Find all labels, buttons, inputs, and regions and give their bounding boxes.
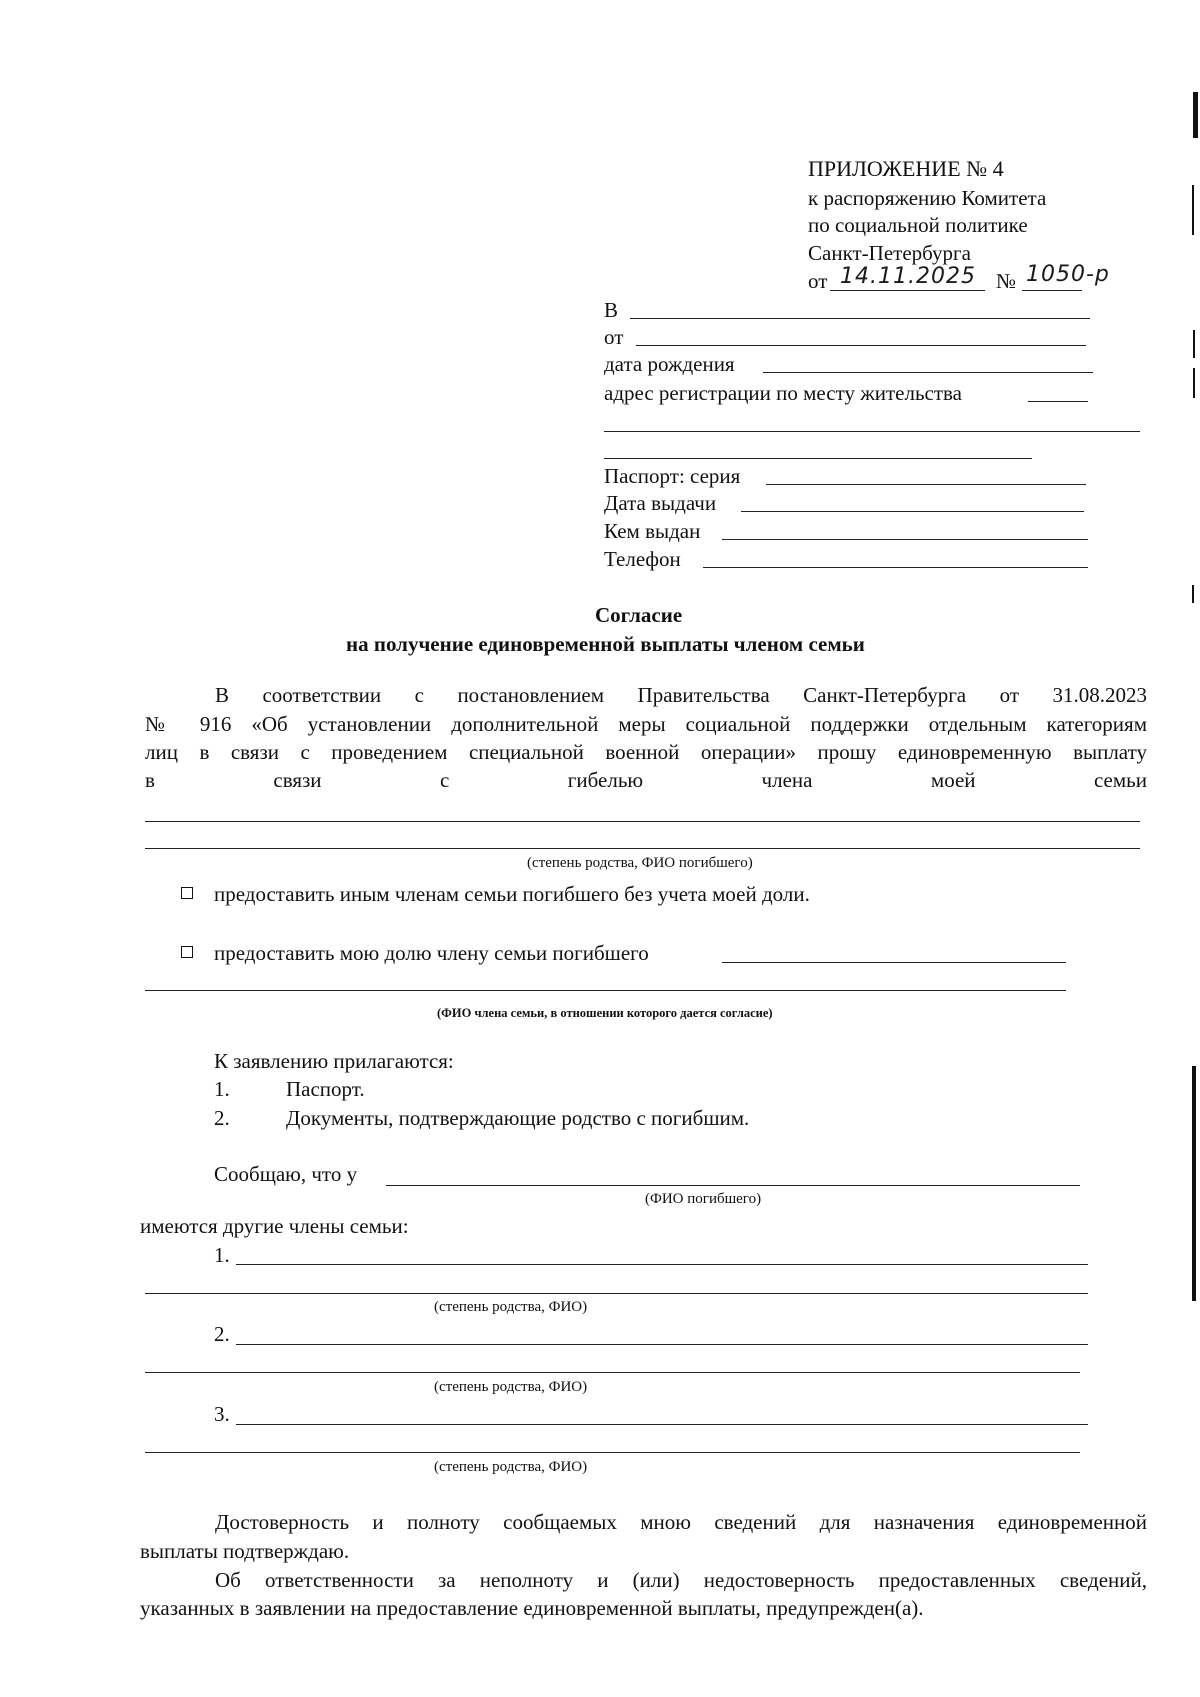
phone-label: Телефон [604, 547, 681, 571]
word: моей [930, 768, 976, 792]
member-2-field-2[interactable] [145, 1372, 1080, 1373]
date-line [830, 290, 985, 291]
address-field[interactable] [1028, 401, 1088, 402]
document-title: Согласие [595, 603, 683, 627]
scan-artifact [1193, 92, 1198, 138]
other-members-label: имеются другие члены семьи: [140, 1214, 409, 1238]
deceased-relation-field[interactable] [145, 821, 1140, 822]
issue-date-field[interactable] [741, 511, 1084, 512]
paragraph-text: Об ответственности за неполноту и (или) недостоверность предоставленных сведений, [215, 1568, 1147, 1592]
warn-line-2: указанных в заявлении на предоставление единовременной выплаты, предупрежден(а). [140, 1596, 924, 1620]
phone-field[interactable] [703, 567, 1088, 568]
attachment-number: 2. [214, 1106, 230, 1130]
issued-by-field[interactable] [722, 539, 1088, 540]
paragraph-line-2 [145, 714, 1147, 735]
attachments-title: К заявлению прилагаются: [214, 1049, 454, 1073]
option-2-label: предоставить мою долю члену семьи погибшего [214, 941, 649, 965]
to-field[interactable] [630, 318, 1090, 319]
member-number: 2. [214, 1322, 230, 1346]
member-caption: (степень родства, ФИО) [434, 1459, 588, 1475]
address-label: адрес регистрации по месту жительства [604, 381, 962, 405]
option-2-checkbox[interactable] [181, 946, 193, 958]
caption-family-member: (ФИО члена семьи, в отношении которого дается согласие) [437, 1006, 773, 1020]
paragraph-line-1 [145, 685, 1147, 706]
member-1-field-2[interactable] [145, 1293, 1088, 1294]
appendix-number: ПРИЛОЖЕНИЕ № 4 [808, 156, 1004, 181]
paragraph-line-4 [145, 770, 1147, 791]
passport-label: Паспорт: серия [604, 464, 741, 488]
word: члена [761, 768, 813, 792]
scan-artifact [1192, 1066, 1196, 1301]
to-label: В [604, 298, 619, 322]
member-caption: (степень родства, ФИО) [434, 1379, 588, 1395]
document-subtitle: на получение единовременной выплаты членом семьи [346, 632, 865, 656]
word: в [145, 768, 155, 792]
from-field[interactable] [636, 345, 1086, 346]
member-3-field[interactable] [236, 1424, 1088, 1425]
family-member-field-2[interactable] [145, 990, 1066, 991]
handwritten-date: 14.11.2025 [840, 264, 976, 289]
member-2-field[interactable] [236, 1344, 1088, 1345]
paragraph-text: лиц в связи с проведением специальной военной операции» прошу единовременную выплату [145, 740, 1147, 764]
option-1-checkbox[interactable] [181, 887, 193, 899]
attachment-text: Документы, подтверждающие родство с погибшим. [286, 1106, 750, 1130]
paragraph-text: В соответствии с постановлением Правительства Санкт-Петербурга от 31.08.2023 [215, 683, 1147, 707]
passport-field[interactable] [766, 484, 1086, 485]
paragraph-text: № 916 «Об установлении дополнительной меры социальной поддержки отдельным категориям [145, 712, 1147, 736]
scan-artifact [1193, 368, 1195, 398]
option-1-label: предоставить иным членам семьи погибшего без учета моей доли. [214, 882, 810, 906]
address-field-2[interactable] [604, 431, 1140, 432]
attachment-text: Паспорт. [286, 1077, 365, 1101]
member-number: 1. [214, 1243, 230, 1267]
word: семьи [1093, 768, 1147, 792]
birth-field[interactable] [763, 372, 1093, 373]
scan-artifact [1192, 185, 1194, 235]
warn-line-1 [145, 1570, 1147, 1591]
handwritten-number: 1050-р [1026, 262, 1110, 287]
scan-artifact [1192, 585, 1194, 603]
issue-date-label: Дата выдачи [604, 491, 717, 515]
attachment-number: 1. [214, 1077, 230, 1101]
inform-label: Сообщаю, что у [214, 1162, 358, 1186]
scan-artifact [1193, 330, 1195, 358]
family-member-field[interactable] [722, 962, 1066, 963]
paragraph-line-3 [145, 742, 1147, 763]
deceased-name-field[interactable] [386, 1185, 1080, 1186]
issued-by-label: Кем выдан [604, 519, 701, 543]
date-prefix: от [808, 269, 828, 293]
paragraph-text: Достоверность и полноту сообщаемых мною сведений для назначения единовременной [215, 1510, 1147, 1534]
member-1-field[interactable] [236, 1264, 1088, 1265]
word: связи [273, 768, 322, 792]
caption-deceased-relation: (степень родства, ФИО погибшего) [527, 855, 753, 871]
from-label: от [604, 325, 624, 349]
appendix-line-4: Санкт-Петербурга [808, 241, 971, 265]
confirm-line-1 [145, 1512, 1147, 1533]
member-caption: (степень родства, ФИО) [434, 1299, 588, 1315]
number-prefix: № [996, 269, 1017, 293]
member-3-field-2[interactable] [145, 1452, 1080, 1453]
confirm-line-2: выплаты подтверждаю. [140, 1539, 350, 1563]
word: гибелью [567, 768, 644, 792]
member-number: 3. [214, 1402, 230, 1426]
birth-label: дата рождения [604, 352, 735, 376]
deceased-relation-field-2[interactable] [145, 848, 1140, 849]
caption-deceased: (ФИО погибшего) [645, 1191, 762, 1207]
appendix-line-2: к распоряжению Комитета [808, 186, 1047, 210]
appendix-line-3: по социальной политике [808, 213, 1028, 237]
number-line [1022, 290, 1082, 291]
word: с [439, 768, 450, 792]
address-field-3[interactable] [604, 458, 1032, 459]
